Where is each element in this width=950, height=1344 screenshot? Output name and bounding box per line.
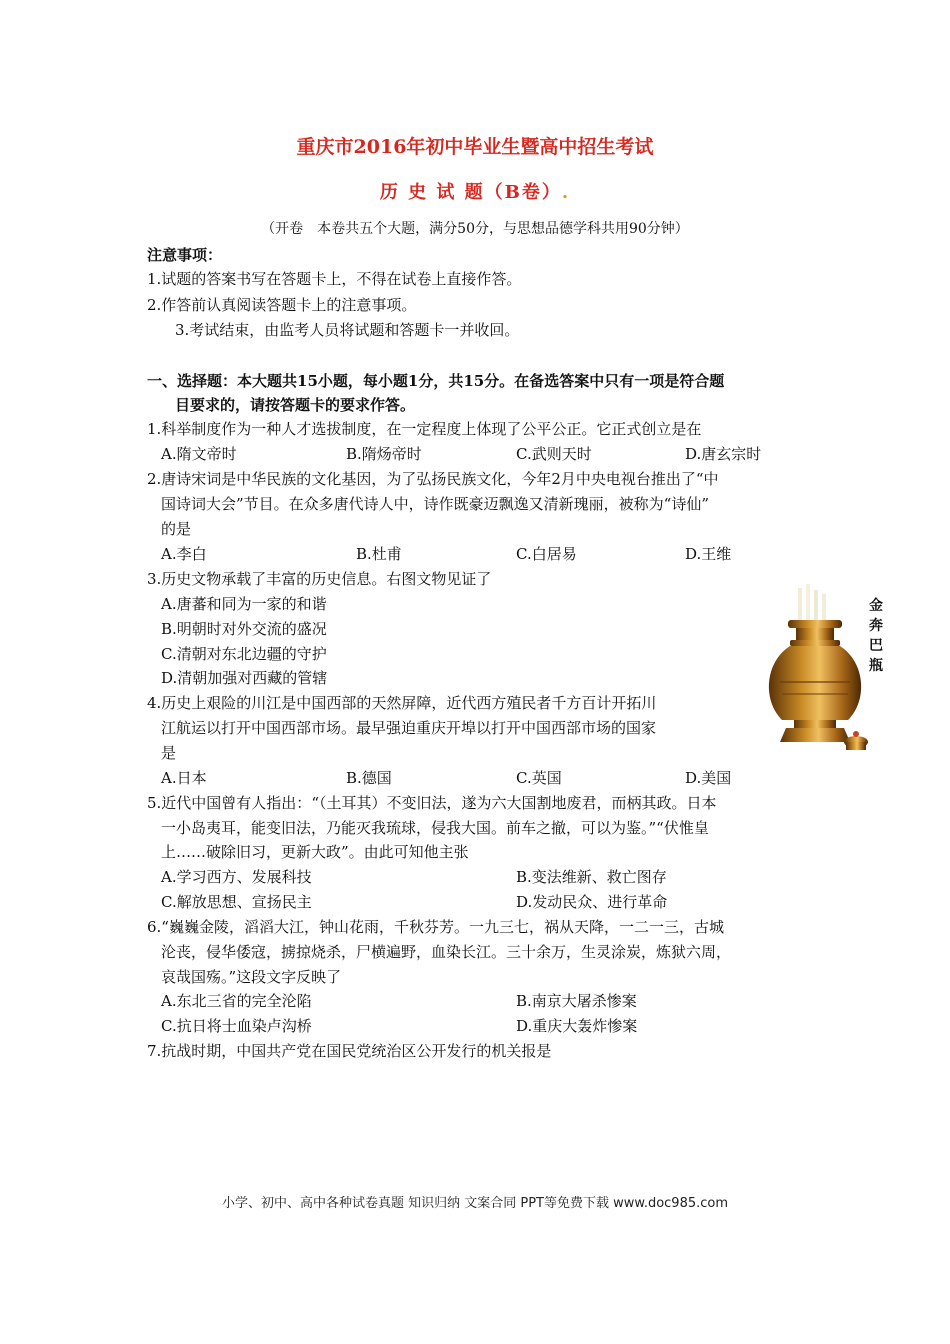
q3-option-a: A.唐蕃和同为一家的和谐	[161, 595, 327, 613]
q6-option-a: A.东北三省的完全沦陷	[161, 992, 312, 1010]
q3-option-b: B.明朝时对外交流的盛况	[161, 620, 327, 638]
section-heading-line1: 一、选择题：本大题共15小题，每小题1分，共15分。在备选答案中只有一项是符合题	[147, 372, 725, 390]
q4-option-d: D.美国	[685, 769, 732, 787]
page-footer: 小学、初中、高中各种试卷真题 知识归纳 文案合同 PPT等免费下载 www.doc985.com	[221, 1196, 729, 1211]
q1-option-a: A.隋文帝时	[161, 445, 237, 463]
q6-option-d: D.重庆大轰炸惨案	[516, 1017, 638, 1035]
q6-option-c: C.抗日将士血染卢沟桥	[161, 1017, 312, 1035]
q2-option-c: C.白居易	[516, 545, 577, 563]
golden-urn-image	[760, 582, 870, 760]
q3-option-c: C.清朝对东北边疆的守护	[161, 645, 327, 663]
question-1-text: 1.科举制度作为一种人才选拔制度，在一定程度上体现了公平公正。它正式创立是在	[147, 420, 702, 438]
question-4-text: 是	[161, 744, 177, 762]
question-2-text: 的是	[161, 520, 192, 538]
notices-heading: 注意事项：	[147, 246, 223, 264]
notice-item: 3.考试结束，由监考人员将试题和答题卡一并收回。	[175, 321, 520, 339]
question-4-text: 4.历史上艰险的川江是中国西部的天然屏障，近代西方殖民者千方百计开拓川	[147, 694, 657, 712]
q4-option-b: B.德国	[346, 769, 392, 787]
golden-urn-illustration	[760, 582, 870, 760]
notice-item: 2.作答前认真阅读答题卡上的注意事项。	[147, 296, 417, 314]
q5-option-a: A.学习西方、发展科技	[161, 868, 312, 886]
question-6-text: 6.“巍巍金陵，滔滔大江，钟山花雨，千秋芬芳。一九三七，祸从天降，一二一三，古城	[147, 918, 724, 936]
q3-option-d: D.清朝加强对西藏的管辖	[161, 669, 328, 687]
section-heading-line2: 目要求的，请按答题卡的要求作答。	[175, 396, 416, 414]
exam-subtitle	[0, 178, 950, 204]
q4-option-a: A.日本	[161, 769, 207, 787]
question-2-text: 国诗词大会”节目。在众多唐代诗人中，诗作既豪迈飘逸又清新瑰丽，被称为“诗仙”	[161, 495, 710, 513]
q1-option-c: C.武则天时	[516, 445, 592, 463]
question-5-text: 一小岛夷耳，能变旧法，乃能灭我琉球，侵我大国。前车之撤，可以为鉴。”“伏惟皇	[161, 819, 709, 837]
q5-option-d: D.发动民众、进行革命	[516, 893, 668, 911]
q2-option-a: A.李白	[161, 545, 207, 563]
question-6-text: 哀哉国殇。”这段文字反映了	[161, 968, 342, 986]
q2-option-d: D.王维	[685, 545, 732, 563]
question-7-text: 7.抗战时期，中国共产党在国民党统治区公开发行的机关报是	[147, 1042, 552, 1060]
q1-option-d: D.唐玄宗时	[685, 445, 762, 463]
q5-option-b: B.变法维新、救亡图存	[516, 868, 667, 886]
q2-option-b: B.杜甫	[356, 545, 402, 563]
subtitle-dot: .	[561, 182, 571, 203]
question-5-text: 上……破除旧习，更新大政”。由此可知他主张	[161, 843, 469, 861]
q6-option-b: B.南京大屠杀惨案	[516, 992, 637, 1010]
question-2-text: 2.唐诗宋词是中华民族的文化基因，为了弘扬民族文化，今年2月中央电视台推出了“中	[147, 470, 719, 488]
notice-item: 1.试题的答案书写在答题卡上，不得在试卷上直接作答。	[147, 270, 522, 288]
subtitle-text: 历 史 试 题（B卷）	[379, 182, 562, 203]
question-6-text: 沦丧，侵华倭寇，掳掠烧杀，尸横遍野，血染长江。三十余万，生灵涂炭，炼狱六周，	[161, 943, 732, 961]
question-4-text: 江航运以打开中国西部市场。最早强迫重庆开埠以打开中国西部市场的国家	[161, 719, 657, 737]
exam-note: （开卷 本卷共五个大题，满分50分，与思想品德学科共用90分钟）	[261, 221, 689, 237]
q1-option-b: B.隋炀帝时	[346, 445, 422, 463]
question-5-text: 5.近代中国曾有人指出：“（土耳其）不变旧法，遂为六大国割地废君，而柄其政。日本	[147, 794, 717, 812]
exam-title: 重庆市2016年初中毕业生暨高中招生考试	[296, 136, 654, 158]
golden-urn-label: 金奔巴瓶	[869, 598, 883, 674]
question-3-text: 3.历史文物承载了丰富的历史信息。右图文物见证了	[147, 570, 492, 588]
q4-option-c: C.英国	[516, 769, 562, 787]
q5-option-c: C.解放思想、宣扬民主	[161, 893, 312, 911]
